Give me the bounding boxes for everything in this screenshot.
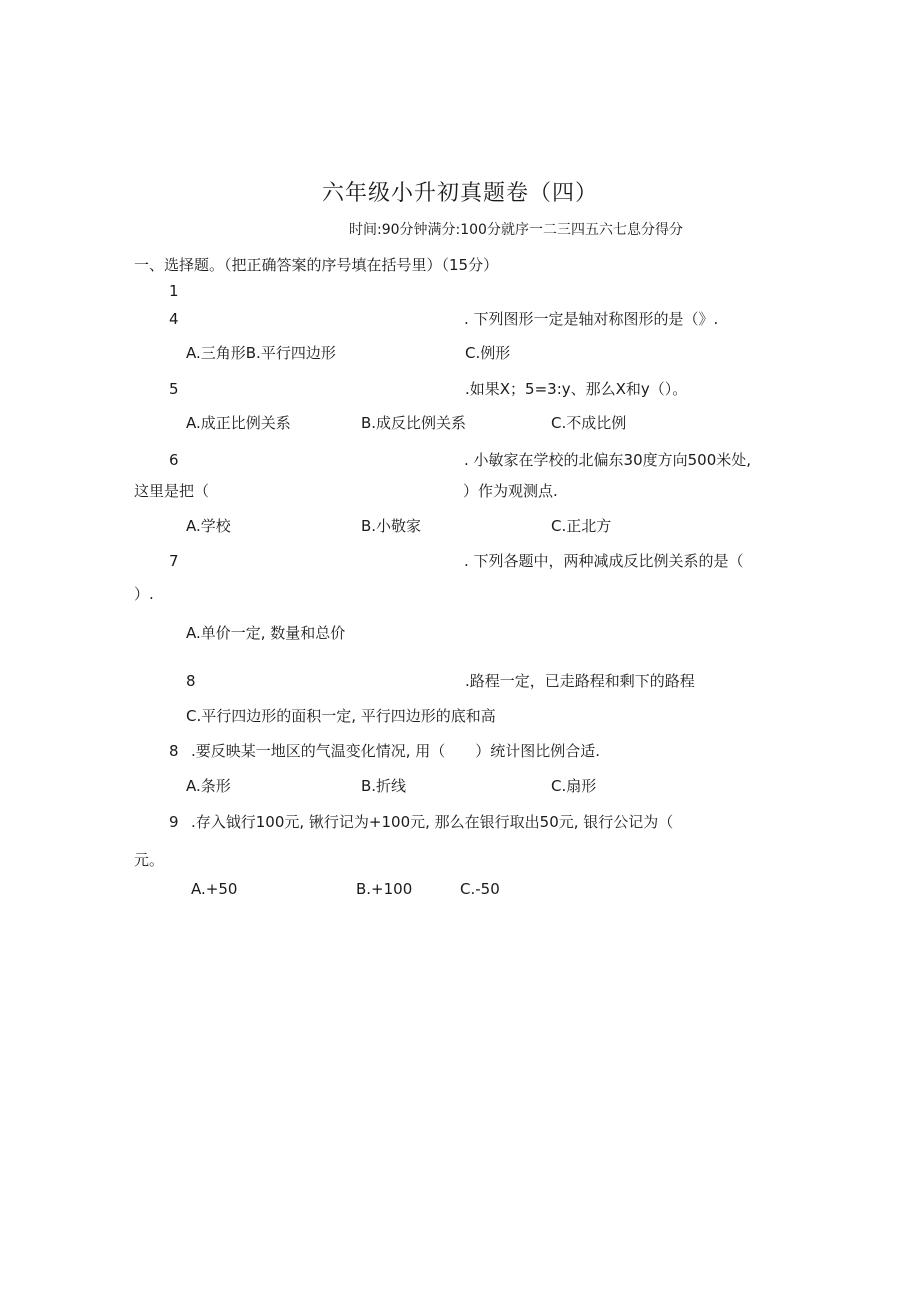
option-a: A.三角形B.平行四边形 xyxy=(186,344,336,362)
option-b: B.成反比例关系 xyxy=(361,414,467,432)
question-number: 7 xyxy=(169,552,179,570)
question-text-continued: 元。 xyxy=(134,851,165,869)
question-number: 5 xyxy=(169,380,179,398)
option-c: C.正北方 xyxy=(551,517,612,535)
option-c: C.-50 xyxy=(460,880,500,898)
question-number: 4 xyxy=(169,310,179,328)
question-text: .如果X；5=3:y、那么X和y（）。 xyxy=(465,380,688,398)
option-b: B.+100 xyxy=(356,880,413,898)
page-title: 六年级小升初真题卷（四） xyxy=(321,181,598,206)
question-number: 9 xyxy=(169,813,179,831)
question-text-continued: ）作为观测点. xyxy=(463,482,558,500)
question-number: 6 xyxy=(169,451,179,469)
option-c: C.不成比例 xyxy=(551,414,627,432)
question-text: . 下列各题中，两种减成反比例关系的是（ xyxy=(464,552,744,570)
question-text: .路程一定，已走路程和剩下的路程 xyxy=(465,672,695,690)
exam-info: 时间:90分钟满分:100分就序一二三四五六七息分得分 xyxy=(349,222,683,238)
option-b: B.折线 xyxy=(361,777,407,795)
option-a: A.学校 xyxy=(186,517,231,535)
question-text-continued: 这里是把（ xyxy=(134,482,210,500)
question-text: . 下列图形一定是轴对称图形的是（》. xyxy=(464,310,719,328)
option-a: A.单价一定, 数量和总价 xyxy=(186,624,346,642)
option-c: C.平行四边形的面积一定, 平行四边形的底和高 xyxy=(186,707,496,725)
question-text: . 小敏家在学校的北偏东30度方向500米处, xyxy=(464,451,752,469)
option-a: A.+50 xyxy=(191,880,238,898)
section-heading: 一、选择题。（把正确答案的序号填在括号里）（15分） xyxy=(134,256,499,274)
question-number: 8 xyxy=(186,672,196,690)
question-text-continued: ）. xyxy=(134,585,154,603)
option-a: A.成正比例关系 xyxy=(186,414,291,432)
question-number: 1 xyxy=(169,282,179,300)
question-text: .存入钺行100元, 锹行记为+100元, 那么在银行取出50元, 银行公记为（ xyxy=(191,813,674,831)
question-text: .要反映某一地区的气温变化情况, 用（ ）统计图比例合适. xyxy=(191,742,601,760)
option-c: C.扇形 xyxy=(551,777,597,795)
option-c: C.例形 xyxy=(465,344,511,362)
option-b: B.小敬家 xyxy=(361,517,422,535)
option-a: A.条形 xyxy=(186,777,231,795)
question-number: 8 xyxy=(169,742,179,760)
